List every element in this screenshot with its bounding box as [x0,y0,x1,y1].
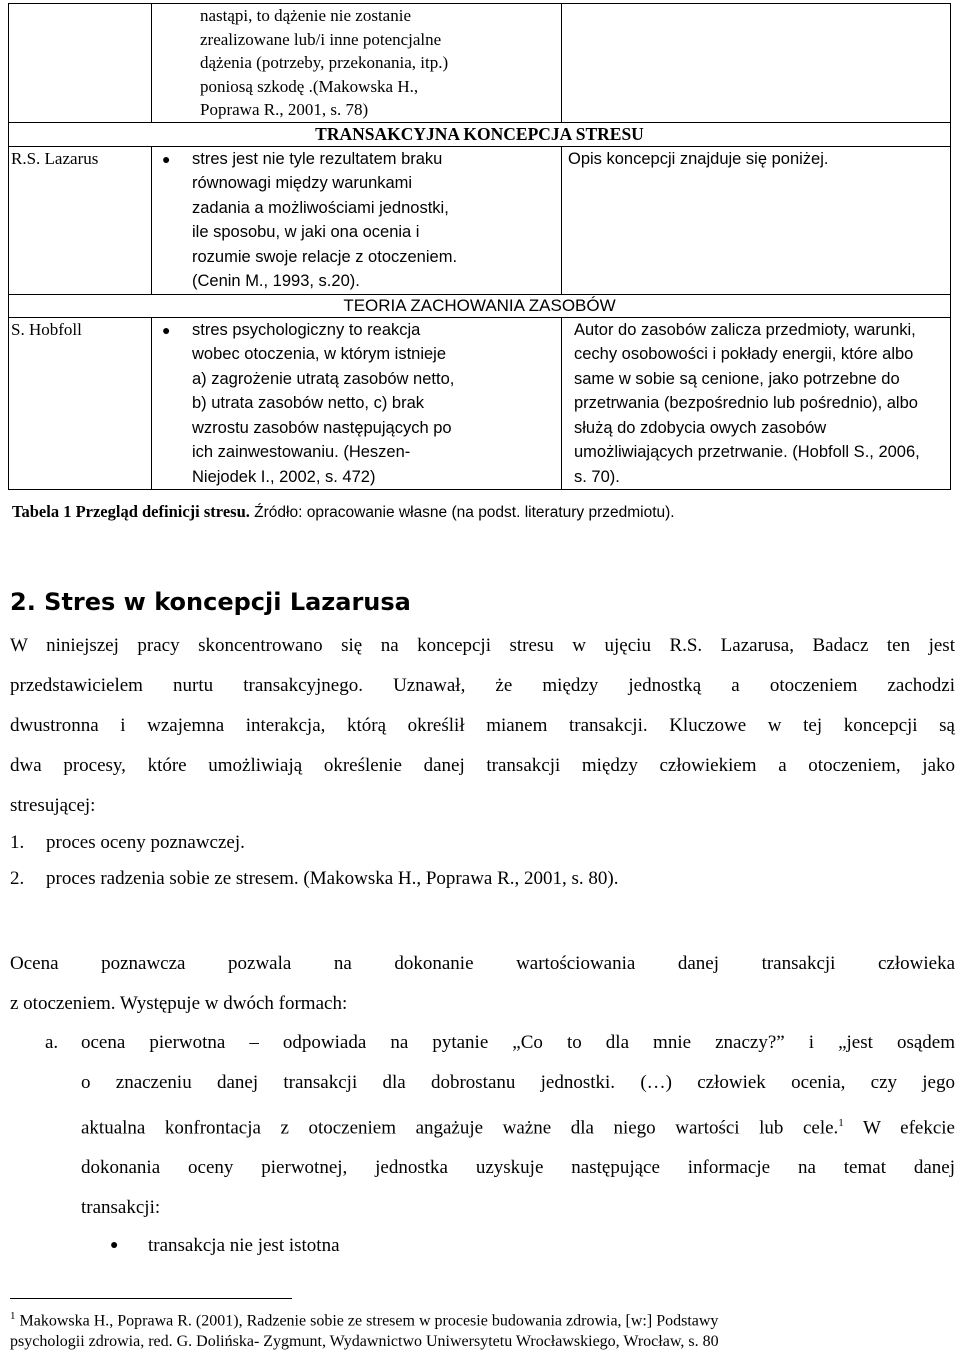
list-text: proces radzenia sobie ze stresem. (Makowska H., Poprawa R., 2001, s. 80). [46,868,619,889]
footnote [10,1306,955,1352]
text-line: zadania a możliwościami jednostki, [192,198,449,217]
text-line: dążenia (potrzeby, przekonania, itp.) [200,53,449,72]
text-line: Poprawa R., 2001, s. 78) [200,100,369,119]
text-segment: W efekcie [843,1117,955,1139]
table-caption [12,502,675,522]
text-line: a) zagrożenie utratą zasobów netto, [192,369,455,388]
table-row [9,146,951,294]
text-line: rozumie swoje relacje z otoczeniem. [192,247,458,266]
text-line: umożliwiających przetrwanie. (Hobfoll S., 2006, [574,443,920,461]
table-cell-comment: Opis koncepcji znajduje się poniżej. [562,146,951,294]
text-line: wzrostu zasobów następujących po [192,418,452,437]
text-line: o znaczeniu danej transakcji dla dobrostanu jednostki. (…) człowiek ocenia, czy jego [81,1072,955,1093]
list-item [152,147,561,294]
bullet-icon: ● [162,150,171,167]
text-line: stresującej: [10,795,96,816]
text-line: zrealizowane lub/i inne potencjalne [200,29,442,49]
table-row [9,317,951,490]
bullet-icon: ● [110,1238,119,1253]
text-line: same w sobie są cenione, jako potrzebne do [574,369,900,388]
text-segment: Makowska H., Poprawa R. (2001), Radzenie sobie ze stresem w procesie budowania zdrowia, [w:] Podstawy [15,1312,719,1330]
caption-label: Tabela 1 Przegląd definicji stresu. [12,502,250,521]
text-line: psychologii zdrowia, red. G. Dolińska- Zygmunt, Wydawnictwo Uniwersytetu Wrocławskiego, Wrocław, s. 80 [10,1333,719,1351]
paragraph [10,944,955,1024]
text-line: (Cenin M., 1993, s.20). [192,272,360,290]
appraisal-list [45,1023,955,1228]
footnote-divider [10,1298,292,1299]
text-line: ocena pierwotna – odpowiada na pytanie „Co to dla mnie znaczy?” i „jest osądem [81,1032,955,1053]
text-line: wobec otoczenia, w którym istnieje [192,345,447,363]
table-section-header: TEORIA ZACHOWANIA ZASOBÓW [9,294,951,317]
text-line: przedstawicielem nurtu transakcyjnego. Uznawał, że między jednostką a otoczeniem zachodzi [10,675,955,696]
table-cell-comment [562,317,951,490]
text-line: służą do zdobycia owych zasobów [574,418,827,437]
text-line: dwa procesy, które umożliwiają określenie danej transakcji między człowiekiem a otoczeniem, jako [10,755,955,776]
text-line: Ocena poznawcza pozwala na dokonanie wartościowania danej transakcji człowieka [10,953,955,974]
table-cell-author: S. Hobfoll [9,317,152,490]
section-heading: 2. Stres w koncepcji Lazarusa [10,588,411,616]
text-line: przetrwania (bezpośrednio lub pośrednio), albo [574,394,918,412]
table-cell-empty [9,4,152,123]
text-line: Autor do zasobów zalicza przedmioty, warunki, [574,320,916,339]
list-label: a. [45,1032,59,1053]
table-cell-definition [152,317,562,490]
caption-source: Źródło: opracowanie własne (na podst. literatury przedmiotu). [249,504,675,521]
list-text: transakcja nie jest istotna [148,1235,340,1256]
text-line: stres jest nie tyle rezultatem braku [192,149,443,168]
text-segment: aktualna konfrontacja z otoczeniem angażuje ważne dla niego wartości lub cele. [81,1117,839,1139]
text-line: cechy osobowości i pokłady energii, które albo [574,345,914,363]
text-line: nastąpi, to dążenie nie zostanie [200,6,411,25]
table-cell-empty [562,4,951,123]
text-line: Niejodek I., 2002, s. 472) [192,467,376,486]
list-item [45,1023,955,1228]
text-line: z otoczeniem. Występuje w dwóch formach: [10,993,348,1014]
list-item [152,318,561,490]
list-number: 1. [10,832,25,853]
list-number: 2. [10,868,25,889]
table-section-header: TRANSAKCYJNA KONCEPCJA STRESU [9,122,951,146]
table-header-row [9,122,951,146]
text-line: transakcji: [81,1197,161,1219]
text-line: ich zainwestowaniu. (Heszen- [192,443,411,461]
list-item [10,861,619,897]
list-item [10,825,619,861]
table-cell-author: R.S. Lazarus [9,146,152,294]
text-line: W niniejszej pracy skoncentrowano się na koncepcji stresu w ujęciu R.S. Lazarusa, Badacz ten jest [10,635,955,656]
text-line [81,1103,955,1148]
table-row [9,4,951,123]
text-line: s. 70). [574,467,620,486]
table-cell-definition [152,146,562,294]
list-item [110,1228,340,1264]
definitions-table [8,3,951,490]
bullet-icon: ● [162,321,171,338]
list-text: proces oceny poznawczej. [46,832,245,853]
footnote-number: 1 [10,1310,16,1322]
text-line: stres psychologiczny to reakcja [192,320,421,339]
text-line: poniosą szkodę .(Makowska H., [200,76,419,96]
process-list [10,825,619,897]
text-line: równowagi między warunkami [192,174,413,192]
table-cell-definition [152,4,562,123]
footnote-ref-link[interactable]: 1 [838,1117,844,1129]
text-line [10,1306,955,1331]
text-line: b) utrata zasobów netto, c) brak [192,394,425,412]
text-line: dokonania oceny pierwotnej, jednostka uzyskuje następujące informacje na temat danej [81,1157,955,1179]
table-header-row [9,294,951,317]
text-line: ile sposobu, w jaki ona ocenia i [192,223,420,241]
paragraph [10,626,955,826]
text-line: dwustronna i wzajemna interakcja, którą określił mianem transakcji. Kluczowe w tej koncepcji są [10,715,955,736]
